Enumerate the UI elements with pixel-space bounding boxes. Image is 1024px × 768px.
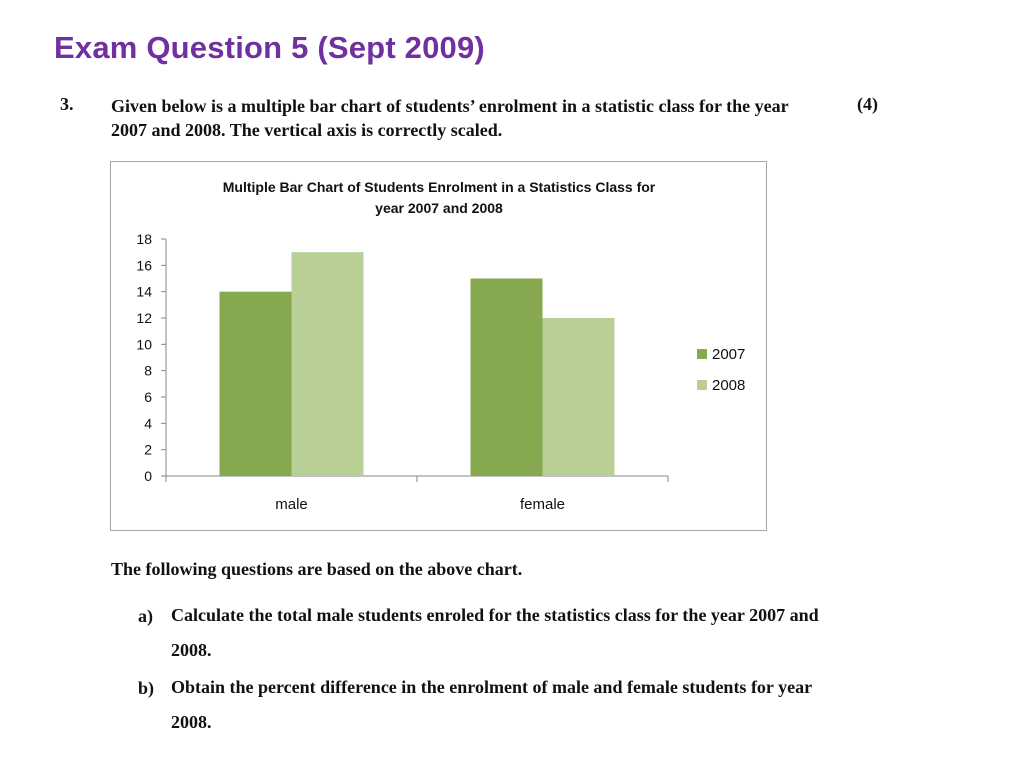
slide-title: Exam Question 5 (Sept 2009) [54,30,485,65]
y-tick-label: 10 [136,336,152,353]
question-number: 3. [60,94,74,114]
question-marks: (4) [857,94,878,114]
bar-2007-female [471,279,543,477]
y-tick-label: 16 [136,257,152,274]
question-text: Given below is a multiple bar chart of students’ enrolment in a statistic class for the year 2007 and 2008. The vertical axis is correctly scaled. [111,96,789,140]
y-tick-label: 8 [144,362,152,379]
bar-2008-female [543,318,615,476]
y-tick-label: 2 [144,441,152,458]
x-category-label: female [519,496,566,513]
questions-intro: The following questions are based on the above chart. [111,559,523,579]
y-tick-label: 14 [136,283,152,300]
part-a-text: Calculate the total male students enroled for the statistics class for the year 2007 and 2008. [171,605,819,660]
y-tick-label: 18 [136,231,152,247]
part-a-label: a) [138,606,153,626]
legend-label-2007: 2007 [712,346,746,363]
chart-frame [110,161,767,531]
y-tick-label: 12 [136,310,152,326]
part-b-text: Obtain the percent difference in the enrolment of male and female students for year 2008. [171,677,812,732]
bar-2007-male [220,292,292,476]
bar-chart [111,162,766,530]
legend-label-2008: 2008 [712,377,746,394]
y-tick-label: 6 [144,389,152,405]
x-category-label: male [275,496,308,513]
chart-title-line-1: Multiple Bar Chart of Students Enrolment in a Statistics Class for [222,179,656,195]
part-b-label: b) [138,678,155,698]
legend-swatch-2008 [697,380,707,390]
legend-swatch-2007 [697,349,707,359]
chart-title-line-2: year 2007 and 2008 [375,200,503,216]
plot-area [136,231,745,513]
bar-2008-male [292,252,364,476]
y-tick-label: 4 [144,415,152,432]
y-tick-label: 0 [144,468,152,484]
